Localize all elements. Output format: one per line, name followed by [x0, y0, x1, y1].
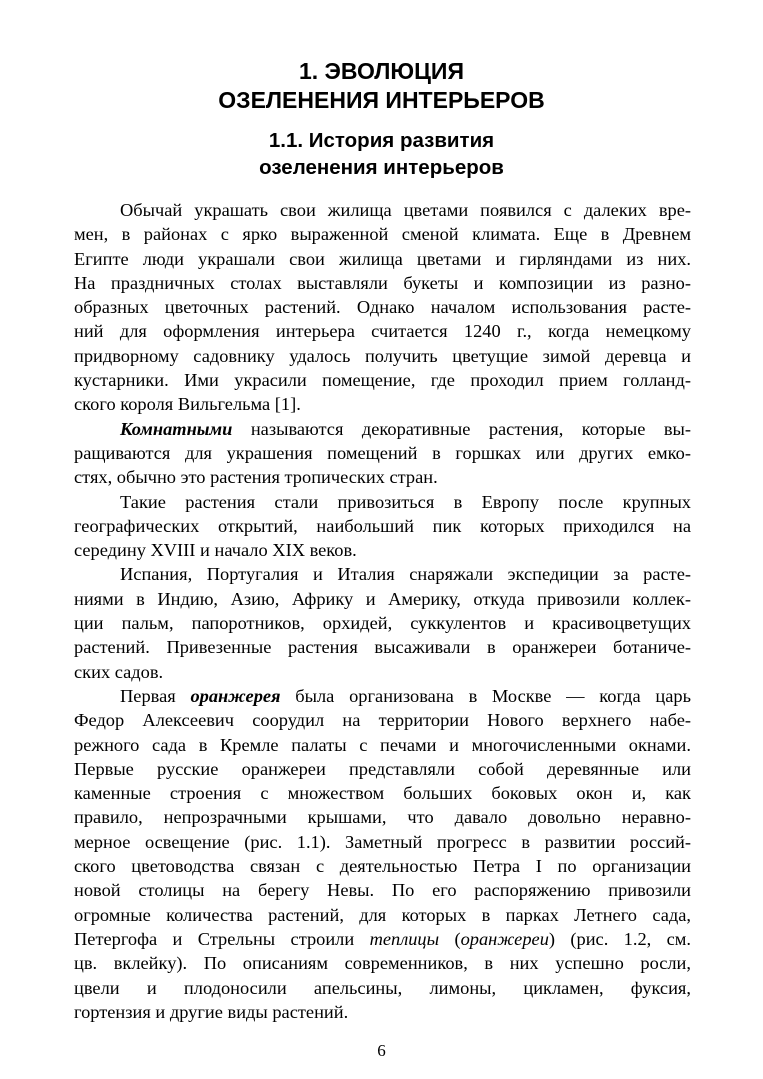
text-line: Федор Алексеевич соорудил на территории Нового верхнего набе- [74, 710, 691, 731]
paragraph-expeditions [74, 562, 691, 683]
term-houseplants: Комнатными [120, 418, 233, 439]
text-fragment: Петергофа и Стрельны строили [74, 928, 370, 949]
text-line: каменные строения с множеством больших боковых окон и, как [74, 783, 691, 804]
text-fragment: Первая [120, 685, 191, 706]
chapter-title-line-1: 1. ЭВОЛЮЦИЯ [298, 58, 464, 84]
text-line: ских садов. [74, 661, 164, 682]
text-line: гортензия и другие виды растений. [74, 1001, 349, 1022]
body-text [74, 198, 691, 1024]
text-line: Первые русские оранжереи представляли собой деревянные или [74, 758, 691, 779]
text-line: образных цветочных растений. Однако началом использования расте- [74, 297, 691, 318]
term-greenhouse: оранжерея [190, 685, 281, 706]
text-fragment: ( [439, 928, 461, 949]
chapter-title [0, 57, 763, 115]
text-line: кустарники. Ими украсили помещение, где проходил прием голланд- [74, 370, 691, 391]
page-number: 6 [377, 1041, 386, 1060]
paragraph-import-to-europe [74, 490, 691, 563]
text-line: Египте люди украшали свои жилища цветами и гирляндами из них. [74, 248, 691, 269]
text-line: ского цветоводства связан с деятельностью Петра I по организации [74, 856, 691, 877]
text-line: На праздничных столах выставляли букеты и композиции из разно- [74, 272, 691, 293]
text-line: придворному садовнику удалось получить цветущие зимой деревца и [74, 345, 691, 366]
paragraph-houseplants-definition [74, 417, 691, 490]
text-line: ращиваются для украшения помещений в горшках или других емко- [74, 442, 691, 463]
paragraph-history-origins [74, 198, 691, 417]
text-line: правило, непрозрачными крышами, что давало довольно неравно- [74, 807, 691, 828]
paragraph-first-greenhouse [74, 684, 691, 1024]
section-title [0, 127, 763, 181]
text-line: Обычай украшать свои жилища цветами появился с далеких вре- [120, 200, 691, 220]
text-line: цв. вклейку). По описаниям современников, в них успешно росли, [74, 953, 691, 974]
text-fragment: называются декоративные растения, которые вы- [232, 418, 691, 439]
text-line: огромные количества растений, для которых в парках Летнего сада, [74, 904, 691, 925]
text-line: середину XVIII и начало XIX веков. [74, 540, 357, 561]
text-fragment: ) (рис. 1.2, см. [548, 928, 692, 949]
text-line: географических открытий, наибольший пик которых приходился на [74, 515, 691, 536]
text-line: цвели и плодоносили апельсины, лимоны, цикламен, фуксия, [74, 977, 691, 998]
text-line: растений. Привезенные растения высаживали в оранжереи ботаниче- [74, 637, 691, 658]
text-line [74, 684, 691, 708]
text-line: ции пальм, папоротников, орхидей, суккулентов и красивоцветущих [74, 613, 691, 634]
text-line: новой столицы на берегу Невы. По его распоряжению привозили [74, 880, 691, 901]
text-line: Такие растения стали привозиться в Европу после крупных [120, 491, 691, 512]
text-line: ний для оформления интерьера считается 1240 г., когда немецкому [74, 321, 691, 342]
text-line: ского короля Вильгельма [1]. [74, 394, 301, 415]
text-line: режного сада в Кремле палаты с печами и многочисленными окнами. [74, 734, 691, 755]
chapter-title-line-2: ОЗЕЛЕНЕНИЯ ИНТЕРЬЕРОВ [218, 87, 545, 113]
text-line: мен, в районах с ярко выраженной сменой климата. Еще в Древнем [74, 224, 691, 245]
text-line: стях, обычно это растения тропических стран. [74, 467, 438, 488]
term-orangeries: оранжереи [460, 928, 549, 949]
section-title-line-2: озеленения интерьеров [259, 156, 504, 179]
term-hotbeds: теплицы [369, 928, 440, 949]
text-line [74, 417, 691, 441]
section-title-line-1: 1.1. История развития [268, 129, 495, 152]
text-fragment: была организована в Москве — когда царь [280, 685, 691, 706]
text-line: ниями в Индию, Азию, Африку и Америку, откуда привозили коллек- [74, 588, 691, 609]
text-line [74, 927, 691, 951]
text-line: Испания, Португалия и Италия снаряжали экспедиции за расте- [120, 564, 691, 585]
text-line: мерное освещение (рис. 1.1). Заметный прогресс в развитии россий- [74, 831, 691, 852]
